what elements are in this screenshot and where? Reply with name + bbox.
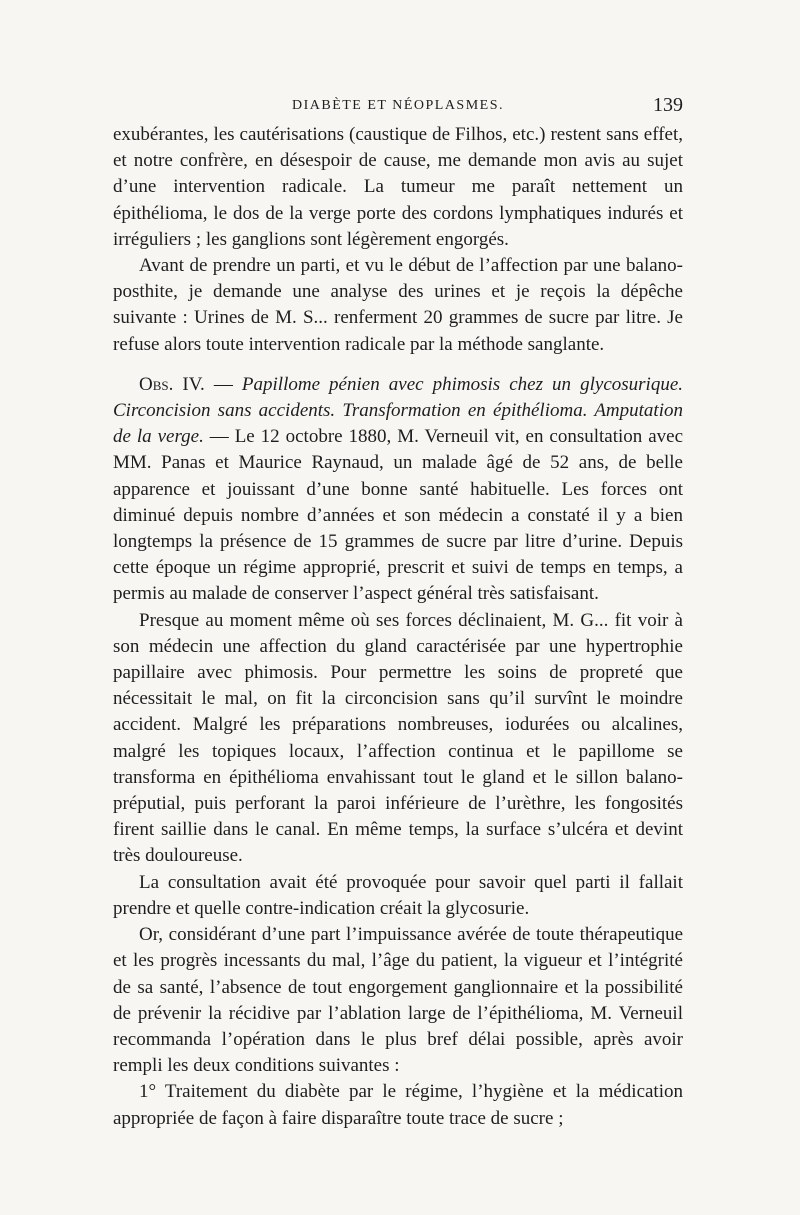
book-page [113, 94, 683, 1132]
paragraph-condition-1: 1° Traitement du diabète par le régime, l’hygiène et la médication appropriée de façon à faire disparaître toute trace de sucre ; [113, 1081, 683, 1129]
paragraph-history: Presque au moment même où ses forces déclinaient, M. G... fit voir à son médecin une affection du gland caractérisée par une hypertrophie papillaire avec phimosis. Pour permettre les soins de propreté que nécessitait le mal, on fit la circoncision sans qu’il survînt le moindre accident. Malgré les préparations nombreuses, iodurées ou alcalines, malgré les topiques locaux, l’affection continua et le papillome se transforma en épithélioma envahissant tout le gland et le sillon balano-préputial, puis perforant la paroi inférieure de l’urèthre, les fongosités firent saillie dans le canal. En même temps, la surface s’ulcéra et devint très douloureuse. [113, 609, 683, 867]
paragraph-consultation: La consultation avait été provoquée pour savoir quel parti il fallait prendre et quelle contre-indication créait la glycosurie. [113, 871, 683, 919]
observation-paragraph [113, 372, 683, 608]
observation-label: Obs. IV. [139, 373, 205, 395]
page-header [113, 94, 683, 122]
observation-text: — Le 12 octobre 1880, M. Verneuil vit, en consultation avec MM. Panas et Maurice Raynaud, un malade âgé de 52 ans, de belle apparence et jouissant d’une bonne santé habituelle. Les forces ont diminué depuis nombre d’années et son médecin a constaté il y a bien longtemps la présence de 15 grammes de sucre par litre d’urine. Depuis cette époque un régime approprié, prescrit et suivi de temps en temps, a permis au malade de conserver l’aspect général très satisfaisant. [113, 426, 683, 605]
page-number: 139 [653, 94, 683, 116]
paragraph-analysis: Avant de prendre un parti, et vu le début de l’affection par une balano-posthite, je demande une analyse des urines et je reçois la dépêche suivante : Urines de M. S... renferment 20 grammes de sucre par litre. Je refuse alors toute intervention radicale par la méthode sanglante. [113, 255, 683, 355]
body-text [113, 122, 683, 1132]
observation-dash: — [204, 373, 242, 395]
running-head: DIABÈTE ET NÉOPLASMES. [291, 98, 505, 113]
paragraph-continuation: exubérantes, les cautérisations (caustique de Filhos, etc.) restent sans effet, et notre confrère, en désespoir de cause, me demande mon avis au sujet d’une intervention radicale. La tumeur me paraît nettement un épithélioma, le dos de la verge porte des cordons lymphatiques indurés et irréguliers ; les ganglions sont légèrement engorgés. [113, 124, 683, 250]
paragraph-recommendation: Or, considérant d’une part l’impuissance avérée de toute thérapeutique et les progrès incessants du mal, l’âge du patient, la vigueur et l’intégrité de sa santé, l’absence de tout engorgement ganglionnaire et la possibilité de prévenir la récidive par l’ablation large de l’épithélioma, M. Verneuil recommanda l’opération dans le plus bref délai possible, après avoir rempli les deux conditions suivantes : [113, 924, 683, 1077]
observation-title: Papillome pénien avec phimosis chez un glycosurique. Circoncision sans accidents. Transformation en épithélioma. Amputation de la verge. [113, 373, 684, 448]
